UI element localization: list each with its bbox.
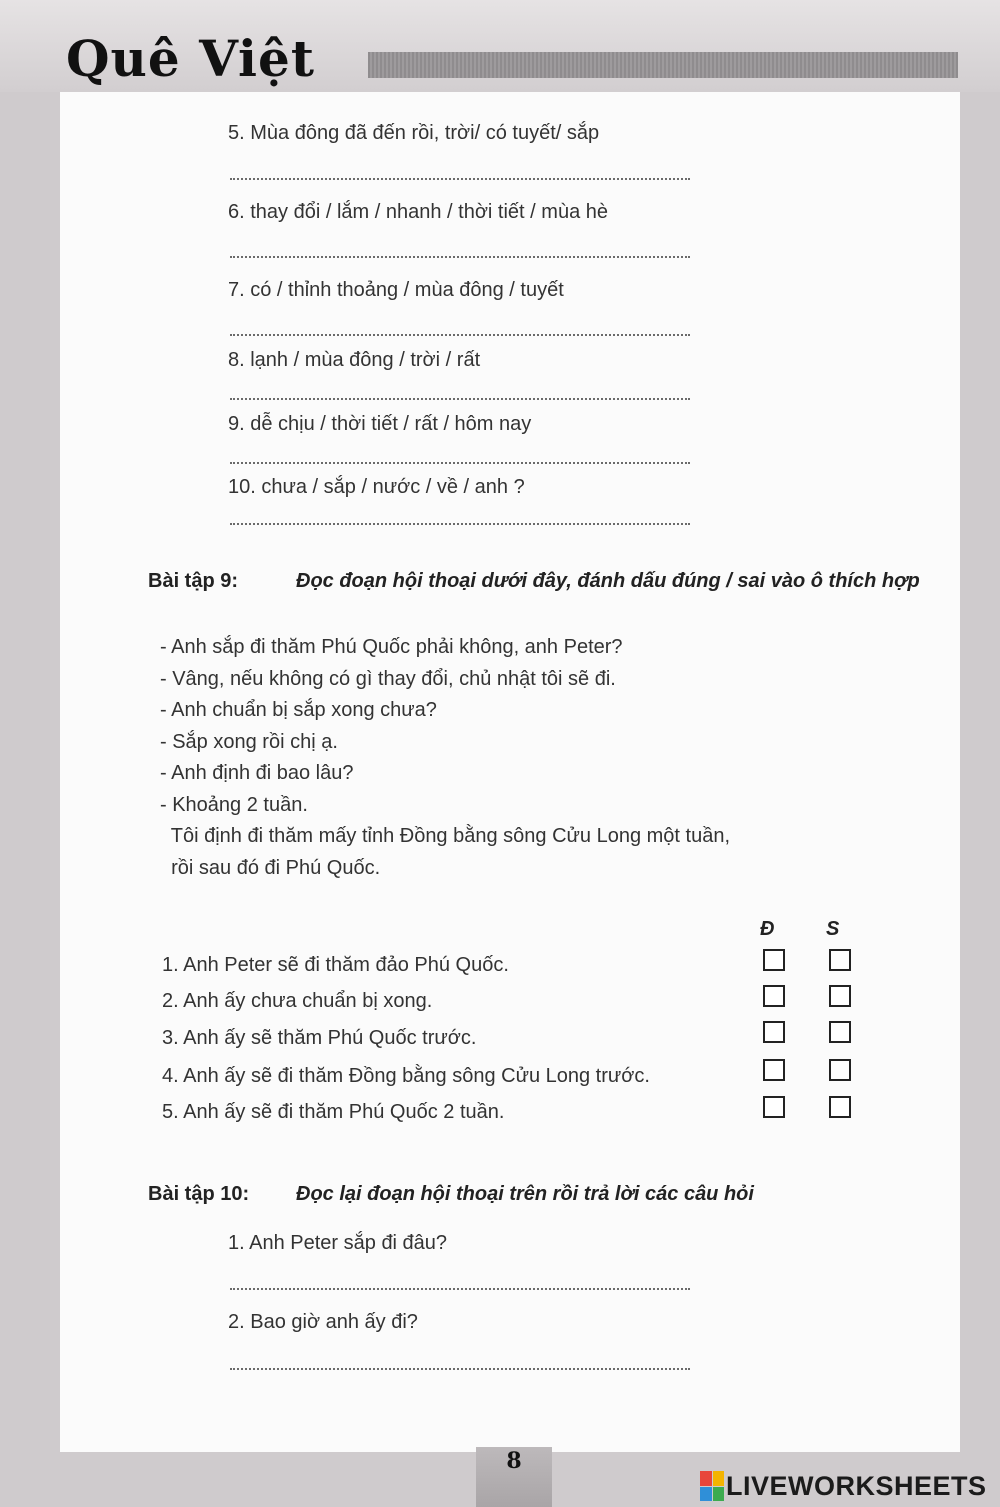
- false-checkbox-2[interactable]: [829, 985, 851, 1007]
- statement-2: 2. Anh ấy chưa chuẩn bị xong.: [162, 990, 433, 1012]
- answer-line-10[interactable]: [230, 523, 690, 525]
- answer-line-5[interactable]: [230, 178, 690, 180]
- statement-3: 3. Anh ấy sẽ thăm Phú Quốc trước.: [162, 1027, 477, 1049]
- dialogue-text: [160, 632, 730, 884]
- answer-line-q1[interactable]: [230, 1288, 690, 1290]
- statement-4: 4. Anh ấy sẽ đi thăm Đồng bằng sông Cửu Long trước.: [162, 1065, 650, 1087]
- dialogue-line: - Sắp xong rồi chị ạ.: [160, 730, 338, 753]
- dialogue-line: Tôi định đi thăm mấy tỉnh Đồng bằng sông Cửu Long một tuần,: [160, 825, 731, 847]
- dialogue-line: - Vâng, nếu không có gì thay đổi, chủ nhật tôi sẽ đi.: [160, 667, 616, 690]
- false-checkbox-5[interactable]: [829, 1096, 851, 1118]
- dialogue-line: - Anh chuẩn bị sắp xong chưa?: [160, 699, 437, 721]
- sentence-prompt-8: 8. lạnh / mùa đông / trời / rất: [228, 349, 481, 371]
- dialogue-line: - Anh định đi bao lâu?: [160, 762, 354, 784]
- sentence-prompt-5: 5. Mùa đông đã đến rồi, trời/ có tuyết/ sắp: [228, 122, 600, 144]
- answer-line-7[interactable]: [230, 334, 690, 336]
- true-checkbox-3[interactable]: [763, 1021, 785, 1043]
- answer-line-q2[interactable]: [230, 1368, 690, 1370]
- question-2: 2. Bao giờ anh ấy đi?: [228, 1311, 418, 1333]
- sentence-prompt-9: 9. dễ chịu / thời tiết / rất / hôm nay: [228, 413, 532, 435]
- dialogue-line: - Anh sắp đi thăm Phú Quốc phải không, anh Peter?: [160, 636, 623, 658]
- book-logo: Quê Việt: [66, 29, 315, 88]
- sentence-prompt-6: 6. thay đổi / lắm / nhanh / thời tiết / mùa hè: [228, 201, 608, 223]
- statement-5: 5. Anh ấy sẽ đi thăm Phú Quốc 2 tuần.: [162, 1101, 505, 1123]
- true-checkbox-4[interactable]: [763, 1059, 785, 1081]
- dialogue-line: - Khoảng 2 tuần.: [160, 793, 308, 816]
- question-1: 1. Anh Peter sắp đi đâu?: [228, 1232, 448, 1254]
- false-checkbox-3[interactable]: [829, 1021, 851, 1043]
- liveworksheets-icon: [700, 1471, 724, 1501]
- answer-line-8[interactable]: [230, 398, 690, 400]
- header-decorative-bar: [368, 52, 958, 78]
- sentence-prompt-7: 7. có / thỉnh thoảng / mùa đông / tuyết: [228, 279, 564, 301]
- false-checkbox-1[interactable]: [829, 949, 851, 971]
- dialogue-line: rồi sau đó đi Phú Quốc.: [160, 856, 381, 879]
- true-checkbox-1[interactable]: [763, 949, 785, 971]
- column-true-header: Đ: [760, 918, 775, 940]
- exercise-10-instruction: Đọc lại đoạn hội thoại trên rồi trả lời các câu hỏi: [296, 1183, 754, 1205]
- liveworksheets-logo[interactable]: [700, 1468, 987, 1504]
- exercise-9-label: Bài tập 9:: [148, 570, 239, 592]
- answer-line-6[interactable]: [230, 256, 690, 258]
- false-checkbox-4[interactable]: [829, 1059, 851, 1081]
- page-number: 8: [506, 1448, 522, 1474]
- liveworksheets-wordmark: LIVEWORKSHEETS: [726, 1470, 987, 1501]
- exercise-10-label: Bài tập 10:: [148, 1183, 250, 1205]
- statement-1: 1. Anh Peter sẽ đi thăm đảo Phú Quốc.: [162, 954, 509, 976]
- exercise-9-instruction: Đọc đoạn hội thoại dưới đây, đánh dấu đúng / sai vào ô thích hợp: [296, 570, 920, 592]
- sentence-prompt-10: 10. chưa / sắp / nước / về / anh ?: [228, 476, 525, 498]
- true-checkbox-2[interactable]: [763, 985, 785, 1007]
- answer-line-9[interactable]: [230, 462, 690, 464]
- true-checkbox-5[interactable]: [763, 1096, 785, 1118]
- column-false-header: S: [826, 918, 840, 940]
